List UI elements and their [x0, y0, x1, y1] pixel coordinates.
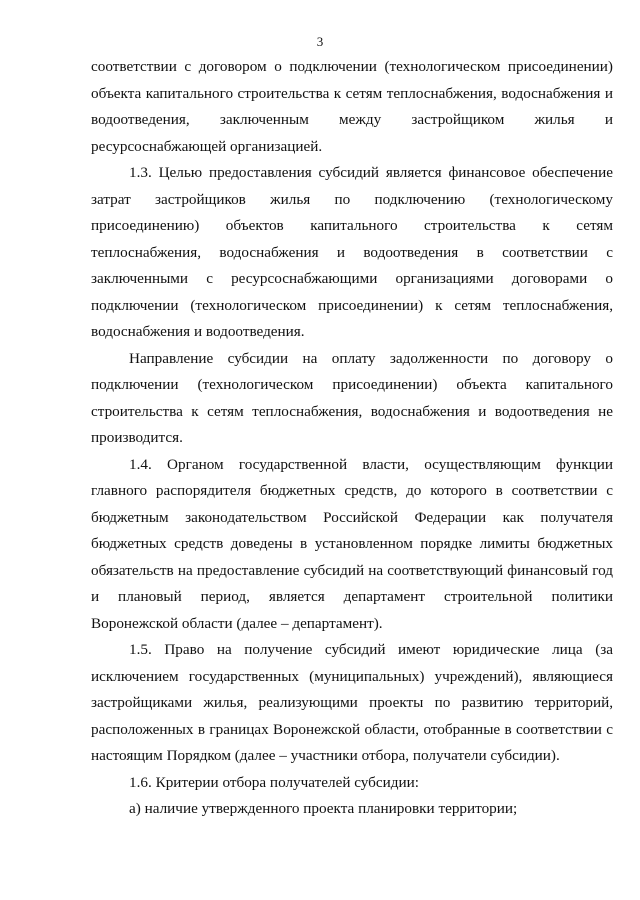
paragraph-subsidy-direction: Направление субсидии на оплату задолженности по договору о подключении (технологическом присоединении) объекта капитального строительства к сетям теплоснабжения, водоснабжения и водоотведения не производится.: [91, 349, 613, 446]
paragraph-1-4: 1.4. Органом государственной власти, осуществляющим функции главного распорядителя бюджетных средств, до которого в соответствии с бюджетным законодательством Российской Федерации как получателя бюджетных средств доведены в установленном порядке лимиты бюджетных обязательств на предоставление субсидий на соответствующий финансовый год и плановый период, является департамент строительной политики Воронежской области (далее – департамент).: [91, 455, 613, 632]
document-body: [91, 54, 613, 823]
paragraph-1-6: 1.6. Критерии отбора получателей субсидии:: [129, 773, 419, 791]
paragraph-criterion-a: а) наличие утвержденного проекта планировки территории;: [129, 800, 518, 817]
page-number: 3: [316, 34, 324, 49]
paragraph-1-5: 1.5. Право на получение субсидий имеют юридические лица (за исключением государственных (муниципальных) учреждений), являющиеся застройщиками жилья, реализующими проекты по развитию территорий, расположенных в границах Воронежской области, отобранные в соответствии с настоящим Порядком (далее – участники отбора, получатели субсидии).: [91, 641, 613, 764]
paragraph-continuation: соответствии с договором о подключении (технологическом присоединении) объекта капитального строительства к сетям теплоснабжения, водоснабжения и водоотведения, заключенным между застройщиком жилья и ресурсоснабжающей организацией.: [91, 58, 613, 155]
paragraph-1-3: 1.3. Целью предоставления субсидий является финансовое обеспечение затрат застройщиков жилья по подключению (технологическому присоединению) объектов капитального строительства к сетям теплоснабжения, водоснабжения и водоотведения в соответствии с заключенными с ресурсоснабжающими организациями договорами о подключении (технологическом присоединении) к сетям теплоснабжения, водоснабжения и водоотведения.: [91, 164, 613, 340]
